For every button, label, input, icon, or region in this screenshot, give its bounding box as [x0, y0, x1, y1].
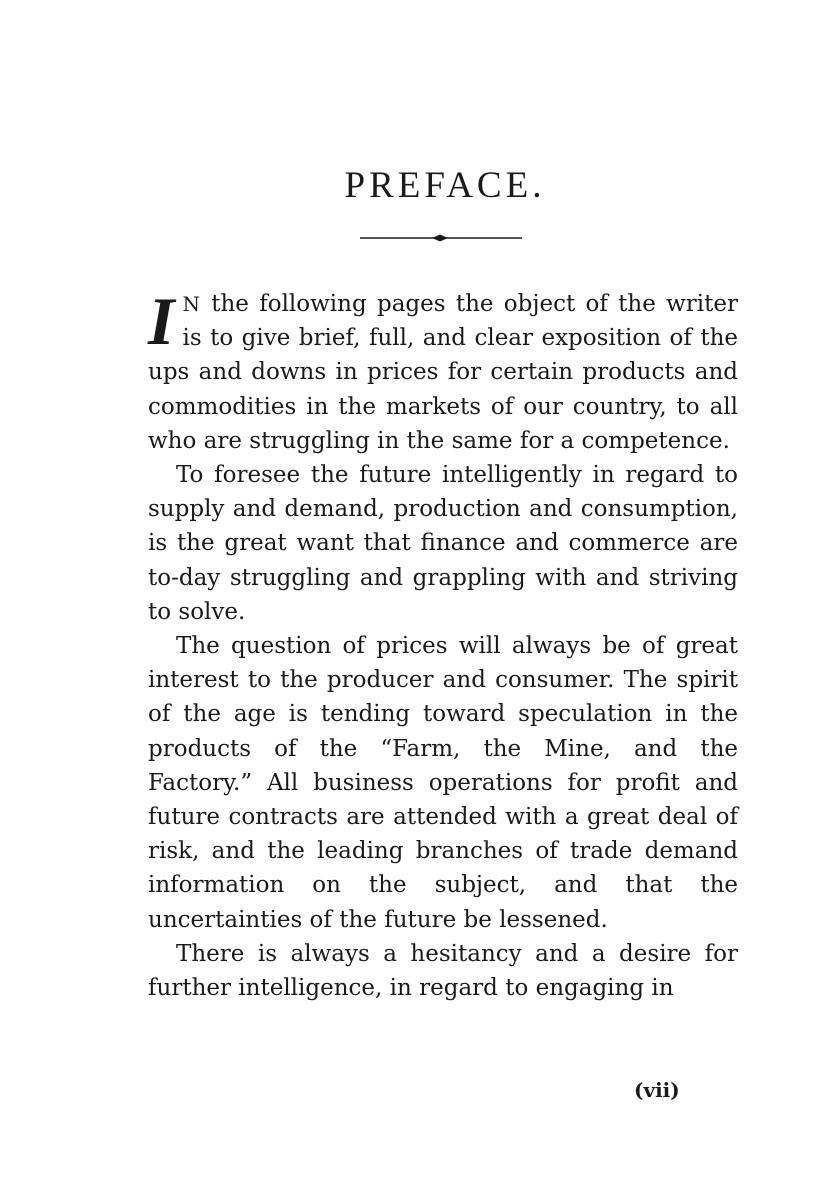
- ornament-rule: [360, 233, 522, 243]
- page-title: PREFACE.: [344, 165, 546, 206]
- paragraph-1: [148, 283, 738, 458]
- paragraph-1-text: the following pages the object of the writer is to give brief, full, and clear exposition of the ups and downs in prices for certain products and commodities in the markets of our country, to all who are struggling in the same for a competence.: [148, 291, 738, 454]
- initial-lead: N: [182, 292, 201, 316]
- decorative-initial: I: [148, 283, 175, 359]
- page-number: (vii): [634, 1078, 680, 1102]
- preface-body: [148, 283, 738, 1005]
- paragraph-4: There is always a hesitancy and a desire for further intelligence, in regard to engaging in: [148, 940, 738, 1002]
- paragraph-3: The question of prices will always be of great interest to the producer and consumer. The spirit of the age is tending toward speculation in the products of the “Farm, the Mine, and the Factory.” All business operations for profit and future contracts are attended with a great deal of risk, and the leading branches of trade demand information on the subject, and that the uncertainties of the future be lessened.: [148, 633, 738, 933]
- paragraph-2: To foresee the future intelligently in regard to supply and demand, production and consumption, is the great want that finance and commerce are to-day struggling and grappling with and striving to solve.: [148, 462, 738, 625]
